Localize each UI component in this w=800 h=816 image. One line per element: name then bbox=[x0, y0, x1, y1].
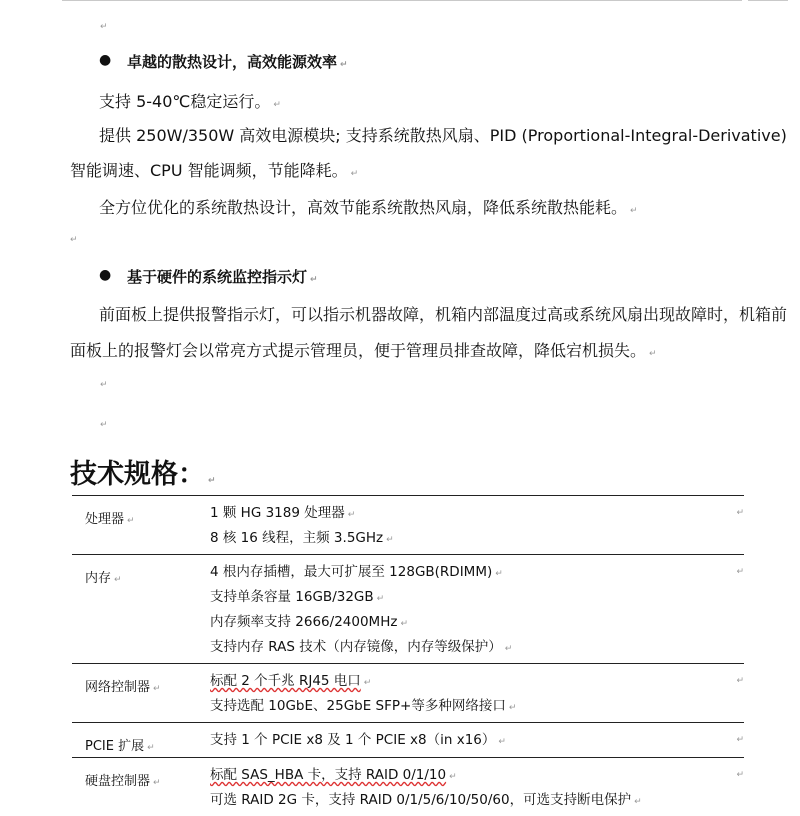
value-line: 4 根内存插槽，最大可扩展至 128GB(RDIMM) ↵ bbox=[210, 560, 724, 585]
table-row bbox=[72, 555, 744, 664]
text-line: 全方位优化的系统散热设计，高效节能系统散热风扇，降低系统散热能耗。 ↵ bbox=[99, 195, 638, 218]
bullet-icon: ● bbox=[99, 52, 111, 68]
spec-table bbox=[72, 495, 744, 816]
paragraph-mark: ↵ bbox=[100, 22, 108, 32]
text-line: 支持 5-40℃稳定运行。 ↵ bbox=[99, 89, 281, 112]
table-row bbox=[72, 758, 744, 816]
value-line: 可选 RAID 2G 卡，支持 RAID 0/1/5/6/10/50/60，可选支持断电保护 ↵ bbox=[210, 788, 724, 813]
paragraph-mark: ↵ bbox=[70, 235, 78, 245]
table-row bbox=[72, 723, 744, 758]
value-line: 8 核 16 线程，主频 3.5GHz ↵ bbox=[210, 526, 724, 551]
cell-end-mark: ↵ bbox=[724, 496, 744, 555]
value-line: 支持选配 10GbE、25GbE SFP+等多种网络接口 ↵ bbox=[210, 694, 724, 719]
row-label: 内存 ↵ bbox=[72, 555, 210, 664]
table-row bbox=[72, 664, 744, 723]
row-label: 处理器 ↵ bbox=[72, 496, 210, 555]
section-heading-monitor: 基于硬件的系统监控指示灯 ↵ bbox=[127, 266, 318, 287]
section-heading-cooling: 卓越的散热设计，高效能源效率 ↵ bbox=[127, 51, 348, 72]
spec-title: 技术规格： ↵ bbox=[70, 452, 216, 491]
bullet-icon: ● bbox=[99, 267, 111, 283]
paragraph-mark: ↵ bbox=[100, 420, 108, 430]
text-line: 智能调速、CPU 智能调频，节能降耗。 ↵ bbox=[70, 158, 358, 181]
value-line: 1 颗 HG 3189 处理器 ↵ bbox=[210, 501, 724, 526]
row-values bbox=[210, 758, 724, 816]
page-top-rule-right bbox=[748, 0, 788, 1]
row-values bbox=[210, 496, 724, 555]
value-line: 支持 1 个 PCIE x8 及 1 个 PCIE x8（in x16） ↵ bbox=[210, 728, 724, 753]
page-top-rule bbox=[62, 0, 742, 1]
row-label: PCIE 扩展 ↵ bbox=[72, 723, 210, 758]
text-line: 面板上的报警灯会以常亮方式提示管理员，便于管理员排查故障，降低宕机损失。 ↵ bbox=[70, 338, 657, 361]
cell-end-mark: ↵ bbox=[724, 758, 744, 816]
row-values bbox=[210, 723, 724, 758]
cell-end-mark: ↵ bbox=[724, 555, 744, 664]
paragraph-mark: ↵ bbox=[100, 380, 108, 390]
row-label: 硬盘控制器 ↵ bbox=[72, 758, 210, 816]
text-line: 提供 250W/350W 高效电源模块; 支持系统散热风扇、PID (Proportional-Integral-Derivative) bbox=[99, 123, 787, 146]
text-line: 前面板上提供报警指示灯，可以指示机器故障，机箱内部温度过高或系统风扇出现故障时，机箱前 bbox=[99, 302, 787, 325]
cell-end-mark: ↵ bbox=[724, 664, 744, 723]
row-values bbox=[210, 664, 724, 723]
value-line: 标配 2 个千兆 RJ45 电口 ↵ bbox=[210, 669, 724, 694]
table-row bbox=[72, 496, 744, 555]
value-line: 支持内存 RAS 技术（内存镜像，内存等级保护） ↵ bbox=[210, 635, 724, 660]
cell-end-mark: ↵ bbox=[724, 723, 744, 758]
value-line: 标配 SAS_HBA 卡，支持 RAID 0/1/10 ↵ bbox=[210, 763, 724, 788]
row-values bbox=[210, 555, 724, 664]
value-line: 内存频率支持 2666/2400MHz ↵ bbox=[210, 610, 724, 635]
value-line: 支持单条容量 16GB/32GB ↵ bbox=[210, 585, 724, 610]
row-label: 网络控制器 ↵ bbox=[72, 664, 210, 723]
